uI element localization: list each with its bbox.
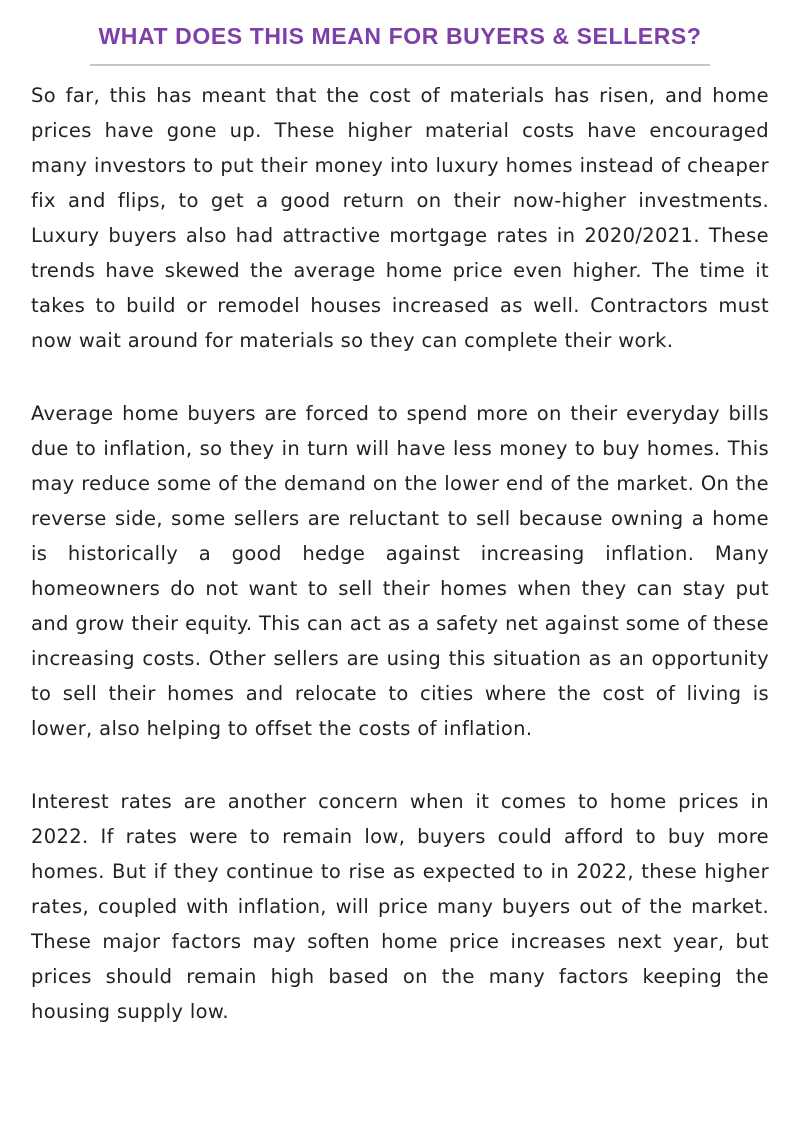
paragraph-buyers-sellers: Average home buyers are forced to spend more on their everyday bills due to inflation, so they in turn will have less money to buy homes. This may reduce some of the demand on the lower end of the market. On the reverse side, some sellers are reluctant to sell because owning a home is historically a good hedge against increasing inflation. Many homeowners do not want to sell their homes when they can stay put and grow their equity. This can act as a safety net against some of these increasing costs. Other sellers are using this situation as an opportunity to sell their homes and relocate to cities where the cost of living is lower, also helping to offset the costs of inflation. xyxy=(31,402,769,740)
paragraph-interest-rates: Interest rates are another concern when it comes to home prices in 2022. If rates were to remain low, buyers could afford to buy more homes. But if they continue to rise as expected to in 2022, these higher rates, coupled with inflation, will price many buyers out of the market. These major factors may soften home price increases next year, but prices should remain high based on the many factors keeping the housing supply low. xyxy=(31,790,769,1023)
article-body xyxy=(31,78,769,1067)
heading-divider xyxy=(90,64,710,66)
paragraph-materials-cost: So far, this has meant that the cost of materials has risen, and home prices have gone up. These higher material costs have encouraged many investors to put their money into luxury homes instead of cheaper fix and flips, to get a good return on their now-higher investments. Luxury buyers also had attractive mortgage rates in 2020/2021. These trends have skewed the average home price even higher. The time it takes to build or remodel houses increased as well. Contractors must now wait around for materials so they can complete their work. xyxy=(31,84,769,352)
section-heading: WHAT DOES THIS MEAN FOR BUYERS & SELLERS? xyxy=(98,23,702,49)
